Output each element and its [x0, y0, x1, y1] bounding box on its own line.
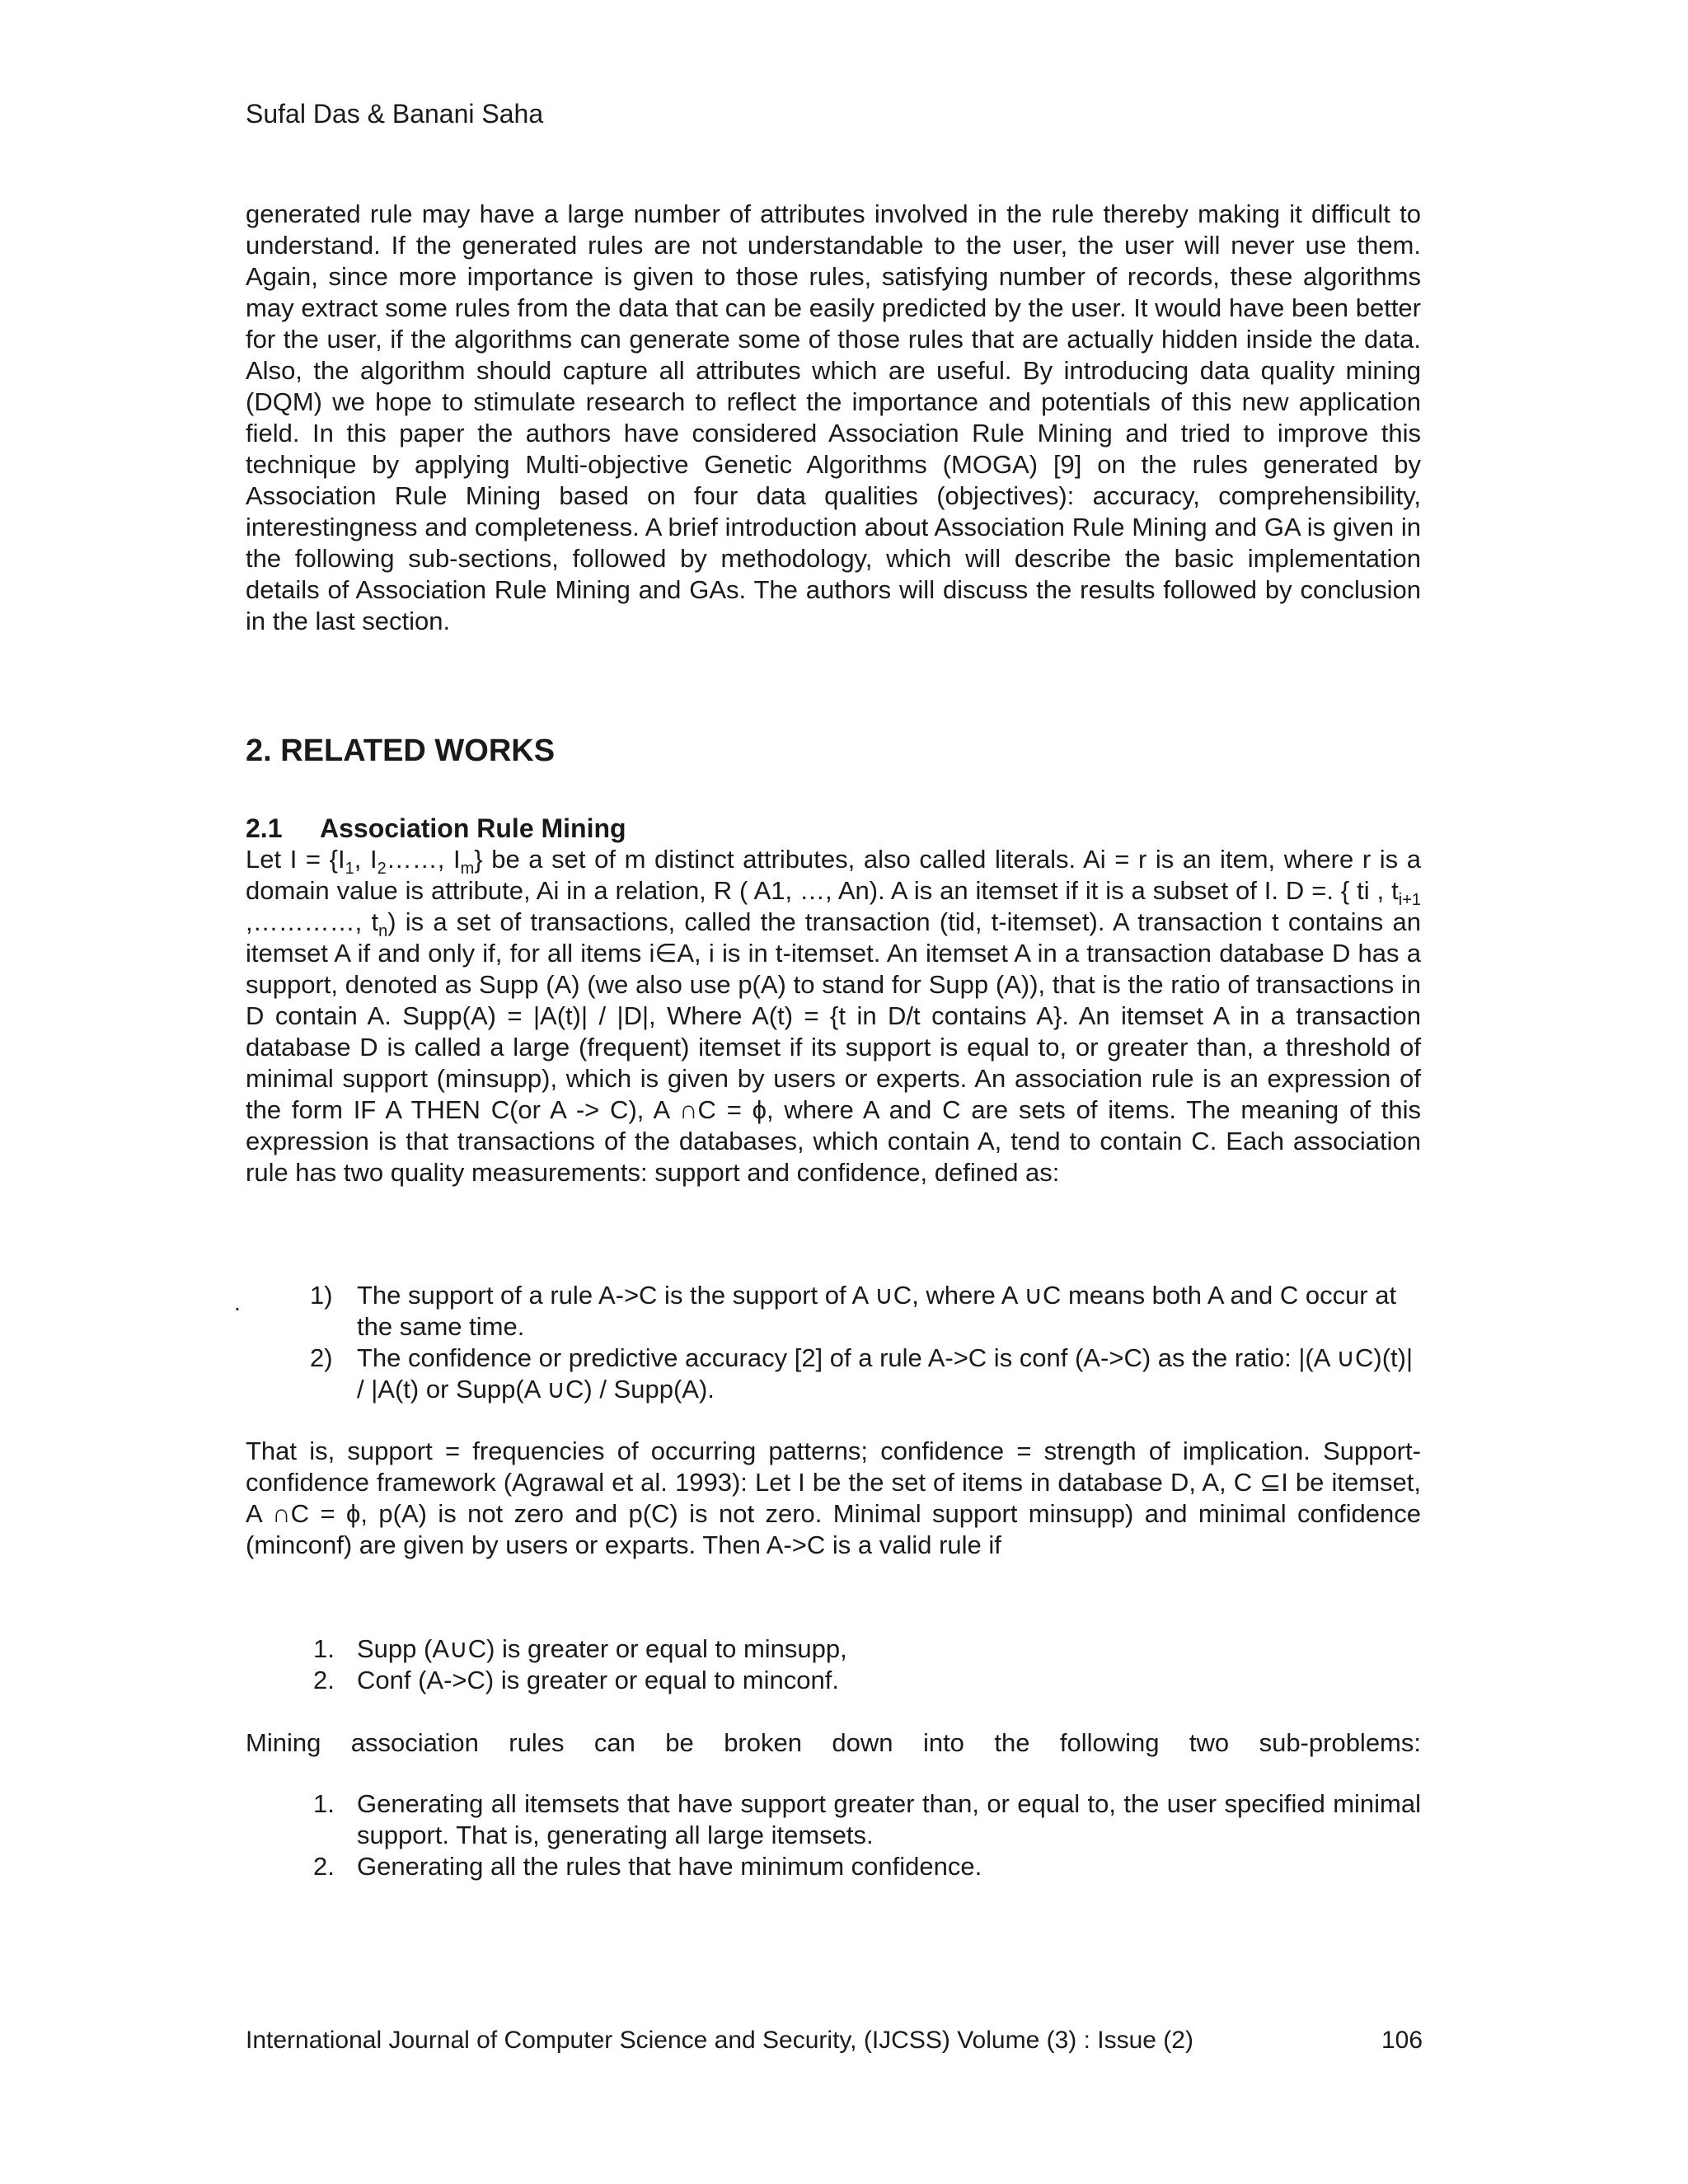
section-heading-related-works: 2. RELATED WORKS [246, 733, 556, 768]
list-marker: 2) [310, 1343, 333, 1372]
assoc-text-part: ……, I [386, 845, 461, 874]
association-paragraph [246, 844, 1421, 1188]
list-item [246, 1665, 1421, 1696]
list-marker: 1. [313, 1634, 335, 1663]
subscript: n [378, 922, 388, 941]
list-item-text: The confidence or predictive accuracy [2] of a rule A->C is conf (A->C) as the ratio: |(A ∪C)(t)| / |A(t) or Supp(A ∪C) / Supp(A). [357, 1343, 1414, 1404]
stray-dot: . [234, 1290, 241, 1315]
list-item-text: Generating all itemsets that have support greater than, or equal to, the user specified minimal support. That is, generating all large itemsets. [357, 1789, 1421, 1849]
list-item-text: Conf (A->C) is greater or equal to minconf. [357, 1666, 839, 1694]
framework-text: That is, support = frequencies of occurring patterns; confidence = strength of implication. Support-confidence framework (Agrawal et al. 1993): Let I be the set of items in database D, A, C ⊆I be itemset, A ∩C = ϕ, p(A) is not zero and p(C) is not zero. Minimal support minsupp) and minimal confidence (minconf) are given by users or exparts. Then A->C is a valid rule if [246, 1436, 1421, 1559]
list-item [246, 1343, 1421, 1405]
intro-text: generated rule may have a large number of attributes involved in the rule thereby making it difficult to understand. If the generated rules are not understandable to the user, the user will never use them. Again, since more importance is given to those rules, satisfying number of records, these algorithms may extract some rules from the data that can be easily predicted by the user. It would have been better for the user, if the algorithms can generate some of those rules that are actually hidden inside the data. Also, the algorithm should capture all attributes which are useful. By introducing data quality mining (DQM) we hope to stimulate research to reflect the importance and potentials of this new application field. In this paper the authors have considered Association Rule Mining and tried to improve this technique by applying Multi-objective Genetic Algorithms (MOGA) [9] on the rules generated by Association Rule Mining based on four data qualities (objectives): accuracy, comprehensibility, interestingness and completeness. A brief introduction about Association Rule Mining and GA is given in the following sub-sections, followed by methodology, which will describe the basic implementation details of Association Rule Mining and GAs. The authors will discuss the results followed by conclusion in the last section. [246, 199, 1421, 635]
list-item [246, 1280, 1421, 1343]
association-text [246, 844, 1421, 1188]
list-item [246, 1788, 1421, 1851]
valid-rule-conditions-list [246, 1633, 1421, 1696]
footer-journal-citation: International Journal of Computer Science and Security, (IJCSS) Volume (3) : Issue (2) [246, 2027, 1193, 2054]
list-item [246, 1851, 1421, 1882]
support-confidence-list [246, 1280, 1421, 1405]
assoc-text-part: ,…………, t [246, 907, 379, 936]
intro-paragraph [246, 199, 1421, 637]
assoc-text-part: ) is a set of transactions, called the transaction (tid, t-itemset). A transaction t contains an itemset A if and only if, for all items i∈A, i is in t-itemset. An itemset A in a transaction database D has a support, denoted as Supp (A) (we also use p(A) to stand for Supp (A)), that is the ratio of transactions in D contain A. Supp(A) = |A(t)| / |D|, Where A(t) = {t in D/t contains A}. An itemset A in a transaction database D is called a large (frequent) itemset if its support is equal to, or greater than, a threshold of minimal support (minsupp), which is given by users or experts. An association rule is an expression of the form IF A THEN C(or A -> C), A ∩C = ϕ, where A and C are sets of items. The meaning of this expression is that transactions of the databases, which contain A, tend to contain C. Each association rule has two quality measurements: support and confidence, defined as: [246, 907, 1421, 1187]
subscript: m [460, 860, 475, 879]
sub-problems-list [246, 1788, 1421, 1882]
list-item-text: The support of a rule A->C is the support of A ∪C, where A ∪C means both A and C occur at the same time. [357, 1281, 1397, 1341]
running-header-authors: Sufal Das & Banani Saha [246, 99, 544, 129]
list-item-text: Generating all the rules that have minimum confidence. [357, 1852, 982, 1881]
mining-paragraph [246, 1727, 1421, 1759]
list-marker: 2. [313, 1666, 335, 1694]
list-marker: 1) [310, 1281, 333, 1310]
subsection-number: 2.1 [246, 813, 283, 843]
subscript: i+1 [1398, 891, 1421, 910]
subscript: 1 [345, 860, 354, 879]
list-item-text: Supp (A∪C) is greater or equal to minsupp, [357, 1634, 847, 1663]
list-marker: 2. [313, 1852, 335, 1881]
assoc-text-part: } be a set of m distinct attributes, also called literals. Ai = r is an item, where r is a domain value is attribute, Ai in a relation, R ( A1, …, An). A is an itemset if it is a subset of I. D =. { ti , t [246, 845, 1421, 905]
list-item [246, 1633, 1421, 1665]
mining-text: Mining association rules can be broken down into the following two sub-problems: [246, 1728, 1421, 1757]
subscript: 2 [377, 860, 387, 879]
subsection-heading [246, 813, 626, 844]
assoc-text-part: , I [354, 845, 377, 874]
assoc-text-part: Let I = {I [246, 845, 345, 874]
footer-page-number: 106 [1381, 2027, 1423, 2054]
subsection-title: Association Rule Mining [320, 813, 626, 843]
framework-paragraph [246, 1436, 1421, 1561]
list-marker: 1. [313, 1789, 335, 1818]
